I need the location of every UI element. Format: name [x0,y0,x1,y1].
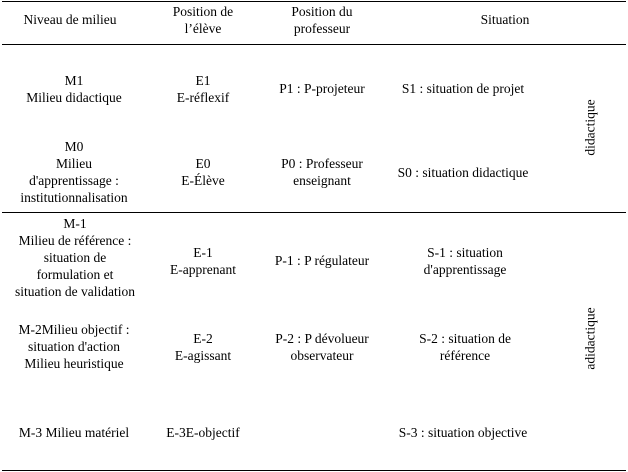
cell-eleve: E-2 E-agissant [174,331,232,363]
cell-milieu: M1 Milieu didactique [26,73,122,105]
cell-situation: S-3 : situation objective [398,425,528,440]
group-label-didactique: didactique [582,99,598,156]
cell-professeur: P-1 : P régulateur [274,253,370,268]
cell-situation: S-2 : situation de référence [419,331,511,363]
group-divider-rule [2,212,626,213]
cell-milieu: M-1 Milieu de référence : situation de formulation et situation de validation [15,216,135,299]
header-niveau: Niveau de milieu [23,12,117,27]
header-situation: Situation [480,12,530,27]
cell-professeur: P0 : Professeur enseignant [281,156,363,188]
cell-eleve: E-3E-objectif [166,425,240,440]
group-label-adidactique: adidactique [582,307,598,370]
table-top-rule [2,1,626,2]
cell-situation: S0 : situation didactique [397,165,529,180]
header-eleve: Position de l’élève [172,4,234,36]
header-bottom-rule [2,44,626,45]
cell-eleve: E0 E-Élève [181,156,225,188]
cell-milieu: M-3 Milieu matériel [18,425,130,440]
table-bottom-rule [2,470,626,471]
cell-eleve: E1 E-réflexif [176,73,230,105]
header-professeur: Position du professeur [291,4,353,36]
cell-milieu: M0 Milieu d'apprentissage : institutionnalisation [20,139,128,205]
cell-milieu: M-2Milieu objectif : situation d'action Milieu heuristique [18,322,130,371]
cell-professeur: P1 : P-projeteur [279,81,365,96]
cell-situation: S1 : situation de projet [401,81,525,96]
cell-eleve: E-1 E-apprenant [170,245,236,277]
cell-situation: S-1 : situation d'apprentissage [423,245,507,277]
cell-professeur: P-2 : P dévolueur observateur [275,331,369,363]
